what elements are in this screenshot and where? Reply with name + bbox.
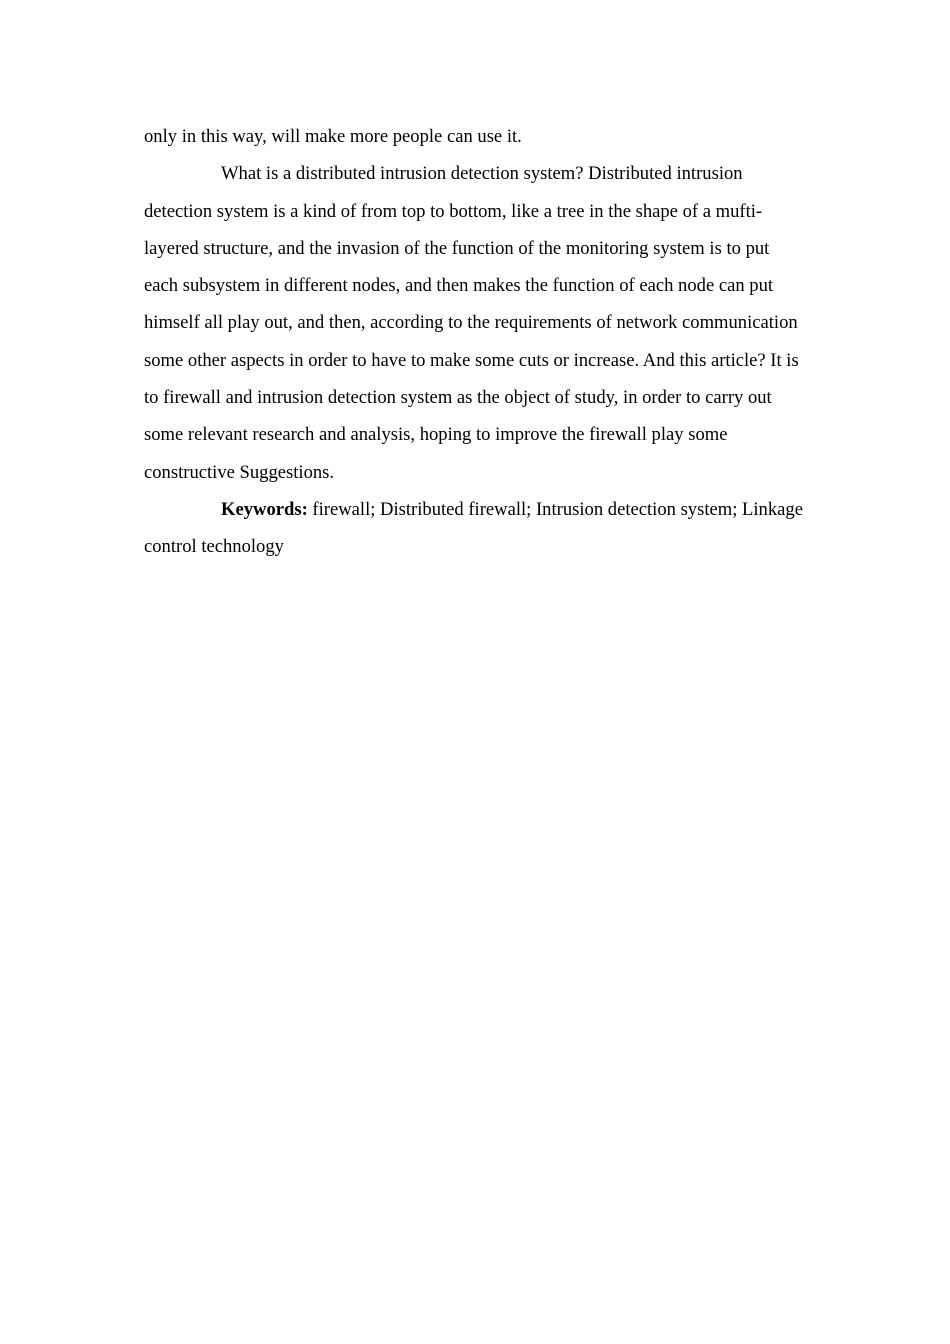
document-body xyxy=(144,118,804,566)
keywords-label: Keywords: xyxy=(221,498,308,520)
paragraph-continuation: only in this way, will make more people can use it. xyxy=(144,126,522,147)
keywords-paragraph xyxy=(144,491,804,566)
paragraph-distributed-ids: What is a distributed intrusion detection system? Distributed intrusion detection system is a kind of from top to bottom, like a tree in the shape of a mufti-layered structure, and the invasion of the function of the monitoring system is to put each subsystem in different nodes, and then makes the function of each node can put himself all play out, and then, according to the requirements of network communication some other aspects in order to have to make some cuts or increase. And this article? It is to firewall and intrusion detection system as the object of study, in order to carry out some relevant research and analysis, hoping to improve the firewall play some constructive Suggestions. xyxy=(144,163,799,483)
keywords-list: firewall; Distributed firewall; Intrusion detection system; Linkage control technology xyxy=(144,498,803,558)
